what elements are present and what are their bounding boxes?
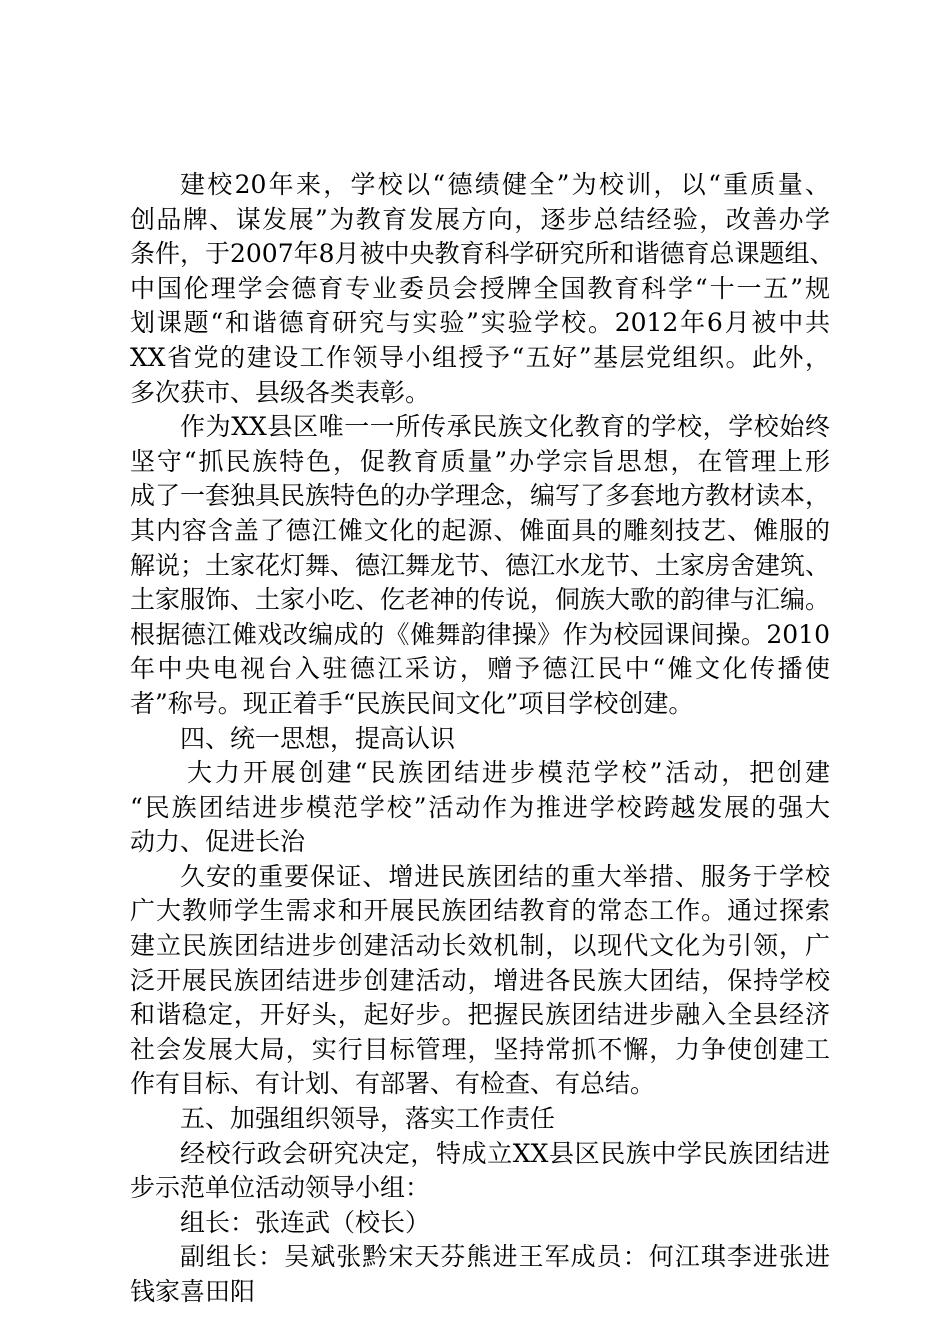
paragraph-leadership-group xyxy=(130,1137,830,1206)
paragraph-unity-campaign xyxy=(130,756,830,860)
text-line: “民族团结进步模范学校”活动作为推进学校跨越发展的强大 xyxy=(130,792,830,822)
text-line: XX省党的建设工作领导小组授予“五好”基层党组织。此外， xyxy=(130,342,830,372)
text-line: 副组长：吴斌张黔宋天芬熊进王军成员：何江琪李进张进 xyxy=(180,1242,830,1272)
paragraph-school-history xyxy=(130,168,835,410)
text-line: 土家服饰、土家小吃、仡老神的传说，侗族大歌的韵律与汇编。 xyxy=(130,585,831,615)
text-line: 多次获市、县级各类表彰。 xyxy=(130,377,431,407)
text-line: 经校行政会研究决定，特成立XX县区民族中学民族团结进 xyxy=(180,1138,830,1168)
section-heading-five: 五、加强组织领导，落实工作责任 xyxy=(180,1104,556,1134)
group-leader-line: 组长：张连武（校长） xyxy=(180,1207,431,1237)
deputy-leaders-members xyxy=(130,1240,830,1309)
text-line: 建立民族团结进步创建活动长效机制，以现代文化为引领，广 xyxy=(130,931,830,961)
text-line: 者”称号。现正着手“民族民间文化”项目学校创建。 xyxy=(130,688,694,718)
text-line: 中国伦理学会德育专业委员会授牌全国教育科学“十一五”规 xyxy=(130,273,830,303)
text-line: 创品牌、谋发展”为教育发展方向，逐步总结经验，改善办学 xyxy=(130,204,830,234)
text-line: 解说；土家花灯舞、德江舞龙节、德江水龙节、土家房舍建筑、 xyxy=(130,550,831,580)
paragraph-unity-work xyxy=(130,860,830,1102)
text-line: 久安的重要保证、增进民族团结的重大举措、服务于学校 xyxy=(180,861,830,891)
text-line: 作有目标、有计划、有部署、有检查、有总结。 xyxy=(130,1069,656,1099)
text-line: 和谐稳定，开好头，起好步。把握民族团结进步融入全县经济 xyxy=(130,1000,830,1030)
text-line: 坚守“抓民族特色，促教育质量”办学宗旨思想，在管理上形 xyxy=(130,446,830,476)
text-line: 社会发展大局，实行目标管理，坚持常抓不懈，力争使创建工 xyxy=(130,1034,830,1064)
text-line: 根据德江傩戏改编成的《傩舞韵律操》作为校园课间操。2010 xyxy=(130,619,830,649)
paragraph-ethnic-culture xyxy=(130,410,830,721)
text-line: 年中央电视台入驻德江采访，赠予德江民中“傩文化传播使 xyxy=(130,654,830,684)
text-line: 钱家喜田阳 xyxy=(130,1277,256,1306)
text-line: 大力开展创建“民族团结进步模范学校”活动，把创建 xyxy=(187,758,830,788)
document-body xyxy=(130,168,835,1310)
text-line: 建校20年来，学校以“德绩健全”为校训，以“重质量、 xyxy=(180,170,830,199)
text-line: 步示范单位活动领导小组： xyxy=(130,1173,431,1203)
text-line: 广大教师学生需求和开展民族团结教育的常态工作。通过探索 xyxy=(130,896,830,926)
text-line: 划课题“和谐德育研究与实验”实验学校。2012年6月被中共 xyxy=(130,308,830,338)
text-line: 泛开展民族团结进步创建活动，增进各民族大团结，保持学校 xyxy=(130,965,830,995)
text-line: 动力、促进长治 xyxy=(130,827,306,857)
text-line: 作为XX县区唯一一所传承民族文化教育的学校，学校始终 xyxy=(180,412,830,442)
section-heading-four: 四、统一思想，提高认识 xyxy=(180,723,456,753)
text-line: 条件，于2007年8月被中央教育科学研究所和谐德育总课题组、 xyxy=(130,239,835,269)
text-line: 其内容含盖了德江傩文化的起源、傩面具的雕刻技艺、傩服的 xyxy=(130,515,830,545)
text-line: 成了一套独具民族特色的办学理念，编写了多套地方教材读本， xyxy=(130,481,831,511)
